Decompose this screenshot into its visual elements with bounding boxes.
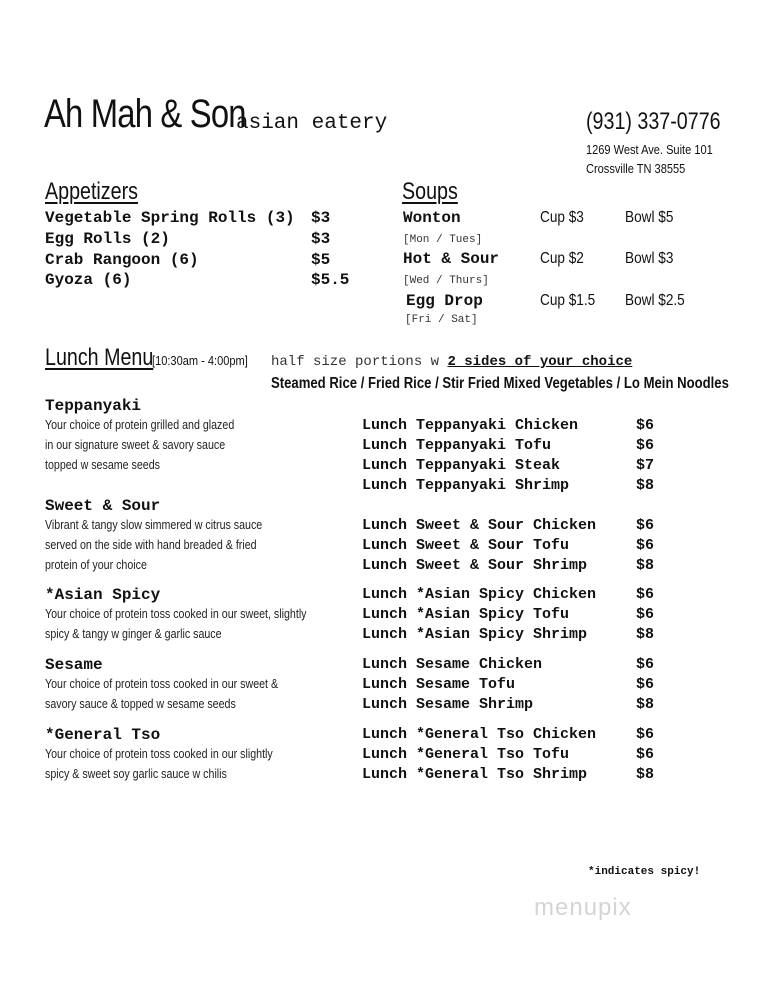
soup-name: Hot & Sour [403,250,500,268]
category-title: *General Tso [45,726,161,744]
lunch-hours: [10:30am - 4:00pm] [152,353,248,368]
category-description: savory sauce & topped w sesame seeds [45,696,236,711]
category-description: Vibrant & tangy slow simmered w citrus sauce [45,517,263,532]
category-description: spicy & tangy w ginger & garlic sauce [45,626,222,641]
soup-days: [Fri / Sat] [405,314,478,326]
lunch-item-name: Lunch Sesame Tofu [362,676,516,693]
lunch-menu-title: Lunch Menu [45,344,154,371]
restaurant-tagline: asian eatery [236,112,388,135]
lunch-item-price: $8 [636,557,655,574]
lunch-item-price: $6 [636,656,655,673]
lunch-item-name: Lunch Sweet & Sour Tofu [362,537,570,554]
soup-name: Wonton [403,209,461,227]
category-description: served on the side with hand breaded & fried [45,537,257,552]
soup-bowl-price: Bowl $3 [625,250,674,267]
lunch-item-price: $8 [636,696,655,713]
appetizer-name: Egg Rolls (2) [45,230,170,248]
lunch-item-price: $7 [636,457,655,474]
appetizer-name: Vegetable Spring Rolls (3) [45,209,295,227]
lunch-item-price: $6 [636,437,655,454]
lunch-item-price: $8 [636,626,655,643]
menupix-watermark: menupix [534,894,632,921]
spicy-indicator-note: *indicates spicy! [588,866,701,878]
lunch-item-name: Lunch *General Tso Shrimp [362,766,588,783]
appetizer-name: Gyoza (6) [45,271,132,289]
category-description: in our signature sweet & savory sauce [45,437,226,452]
soup-cup-price: Cup $1.5 [540,292,596,309]
lunch-item-name: Lunch Sweet & Sour Chicken [362,517,597,534]
lunch-note-prefix: half size portions w [271,354,440,370]
lunch-item-name: Lunch Teppanyaki Chicken [362,417,579,434]
lunch-item-name: Lunch Teppanyaki Steak [362,457,561,474]
soup-days: [Wed / Thurs] [403,275,489,287]
phone-number: (931) 337-0776 [586,108,721,135]
soups-title: Soups [402,178,458,205]
lunch-item-price: $6 [636,517,655,534]
lunch-item-name: Lunch Sesame Shrimp [362,696,534,713]
lunch-item-price: $6 [636,726,655,743]
lunch-item-price: $6 [636,676,655,693]
category-description: Your choice of protein toss cooked in our slightly [45,746,273,761]
lunch-portion-note [271,354,632,370]
soup-cup-price: Cup $3 [540,209,584,226]
category-title: Sweet & Sour [45,497,161,515]
category-description: Your choice of protein toss cooked in our sweet, slightly [45,606,307,621]
lunch-note-bold: 2 sides of your choice [447,354,633,370]
lunch-item-name: Lunch Sweet & Sour Shrimp [362,557,588,574]
lunch-item-name: Lunch Teppanyaki Shrimp [362,477,570,494]
lunch-item-price: $8 [636,477,655,494]
lunch-sides-options: Steamed Rice / Fried Rice / Stir Fried Mixed Vegetables / Lo Mein Noodles [271,375,729,392]
lunch-item-name: Lunch Sesame Chicken [362,656,543,673]
soup-cup-price: Cup $2 [540,250,584,267]
category-description: Your choice of protein toss cooked in our sweet & [45,676,279,691]
lunch-item-name: Lunch *Asian Spicy Shrimp [362,626,588,643]
lunch-item-name: Lunch *General Tso Tofu [362,746,570,763]
appetizer-name: Crab Rangoon (6) [45,251,199,269]
category-title: Sesame [45,656,103,674]
lunch-item-price: $6 [636,417,655,434]
lunch-item-price: $6 [636,746,655,763]
address-line-1: 1269 West Ave. Suite 101 [586,142,713,157]
category-description: Your choice of protein grilled and glazed [45,417,235,432]
appetizer-price: $5.5 [311,271,350,289]
lunch-item-price: $6 [636,606,655,623]
lunch-item-price: $8 [636,766,655,783]
appetizers-title: Appetizers [45,178,138,205]
category-description: spicy & sweet soy garlic sauce w chilis [45,766,227,781]
soup-days: [Mon / Tues] [403,234,483,246]
soup-name: Egg Drop [406,292,483,310]
soup-bowl-price: Bowl $5 [625,209,674,226]
lunch-item-name: Lunch *Asian Spicy Chicken [362,586,597,603]
lunch-item-price: $6 [636,586,655,603]
appetizer-price: $5 [311,251,331,269]
category-title: *Asian Spicy [45,586,161,604]
soup-bowl-price: Bowl $2.5 [625,292,685,309]
address-line-2: Crossville TN 38555 [586,161,686,176]
lunch-item-name: Lunch Teppanyaki Tofu [362,437,552,454]
appetizer-price: $3 [311,230,331,248]
category-title: Teppanyaki [45,397,142,415]
appetizer-price: $3 [311,209,331,227]
lunch-item-price: $6 [636,537,655,554]
restaurant-name: Ah Mah & Son [44,92,246,136]
category-description: protein of your choice [45,557,147,572]
category-description: topped w sesame seeds [45,457,160,472]
lunch-item-name: Lunch *Asian Spicy Tofu [362,606,570,623]
lunch-item-name: Lunch *General Tso Chicken [362,726,597,743]
